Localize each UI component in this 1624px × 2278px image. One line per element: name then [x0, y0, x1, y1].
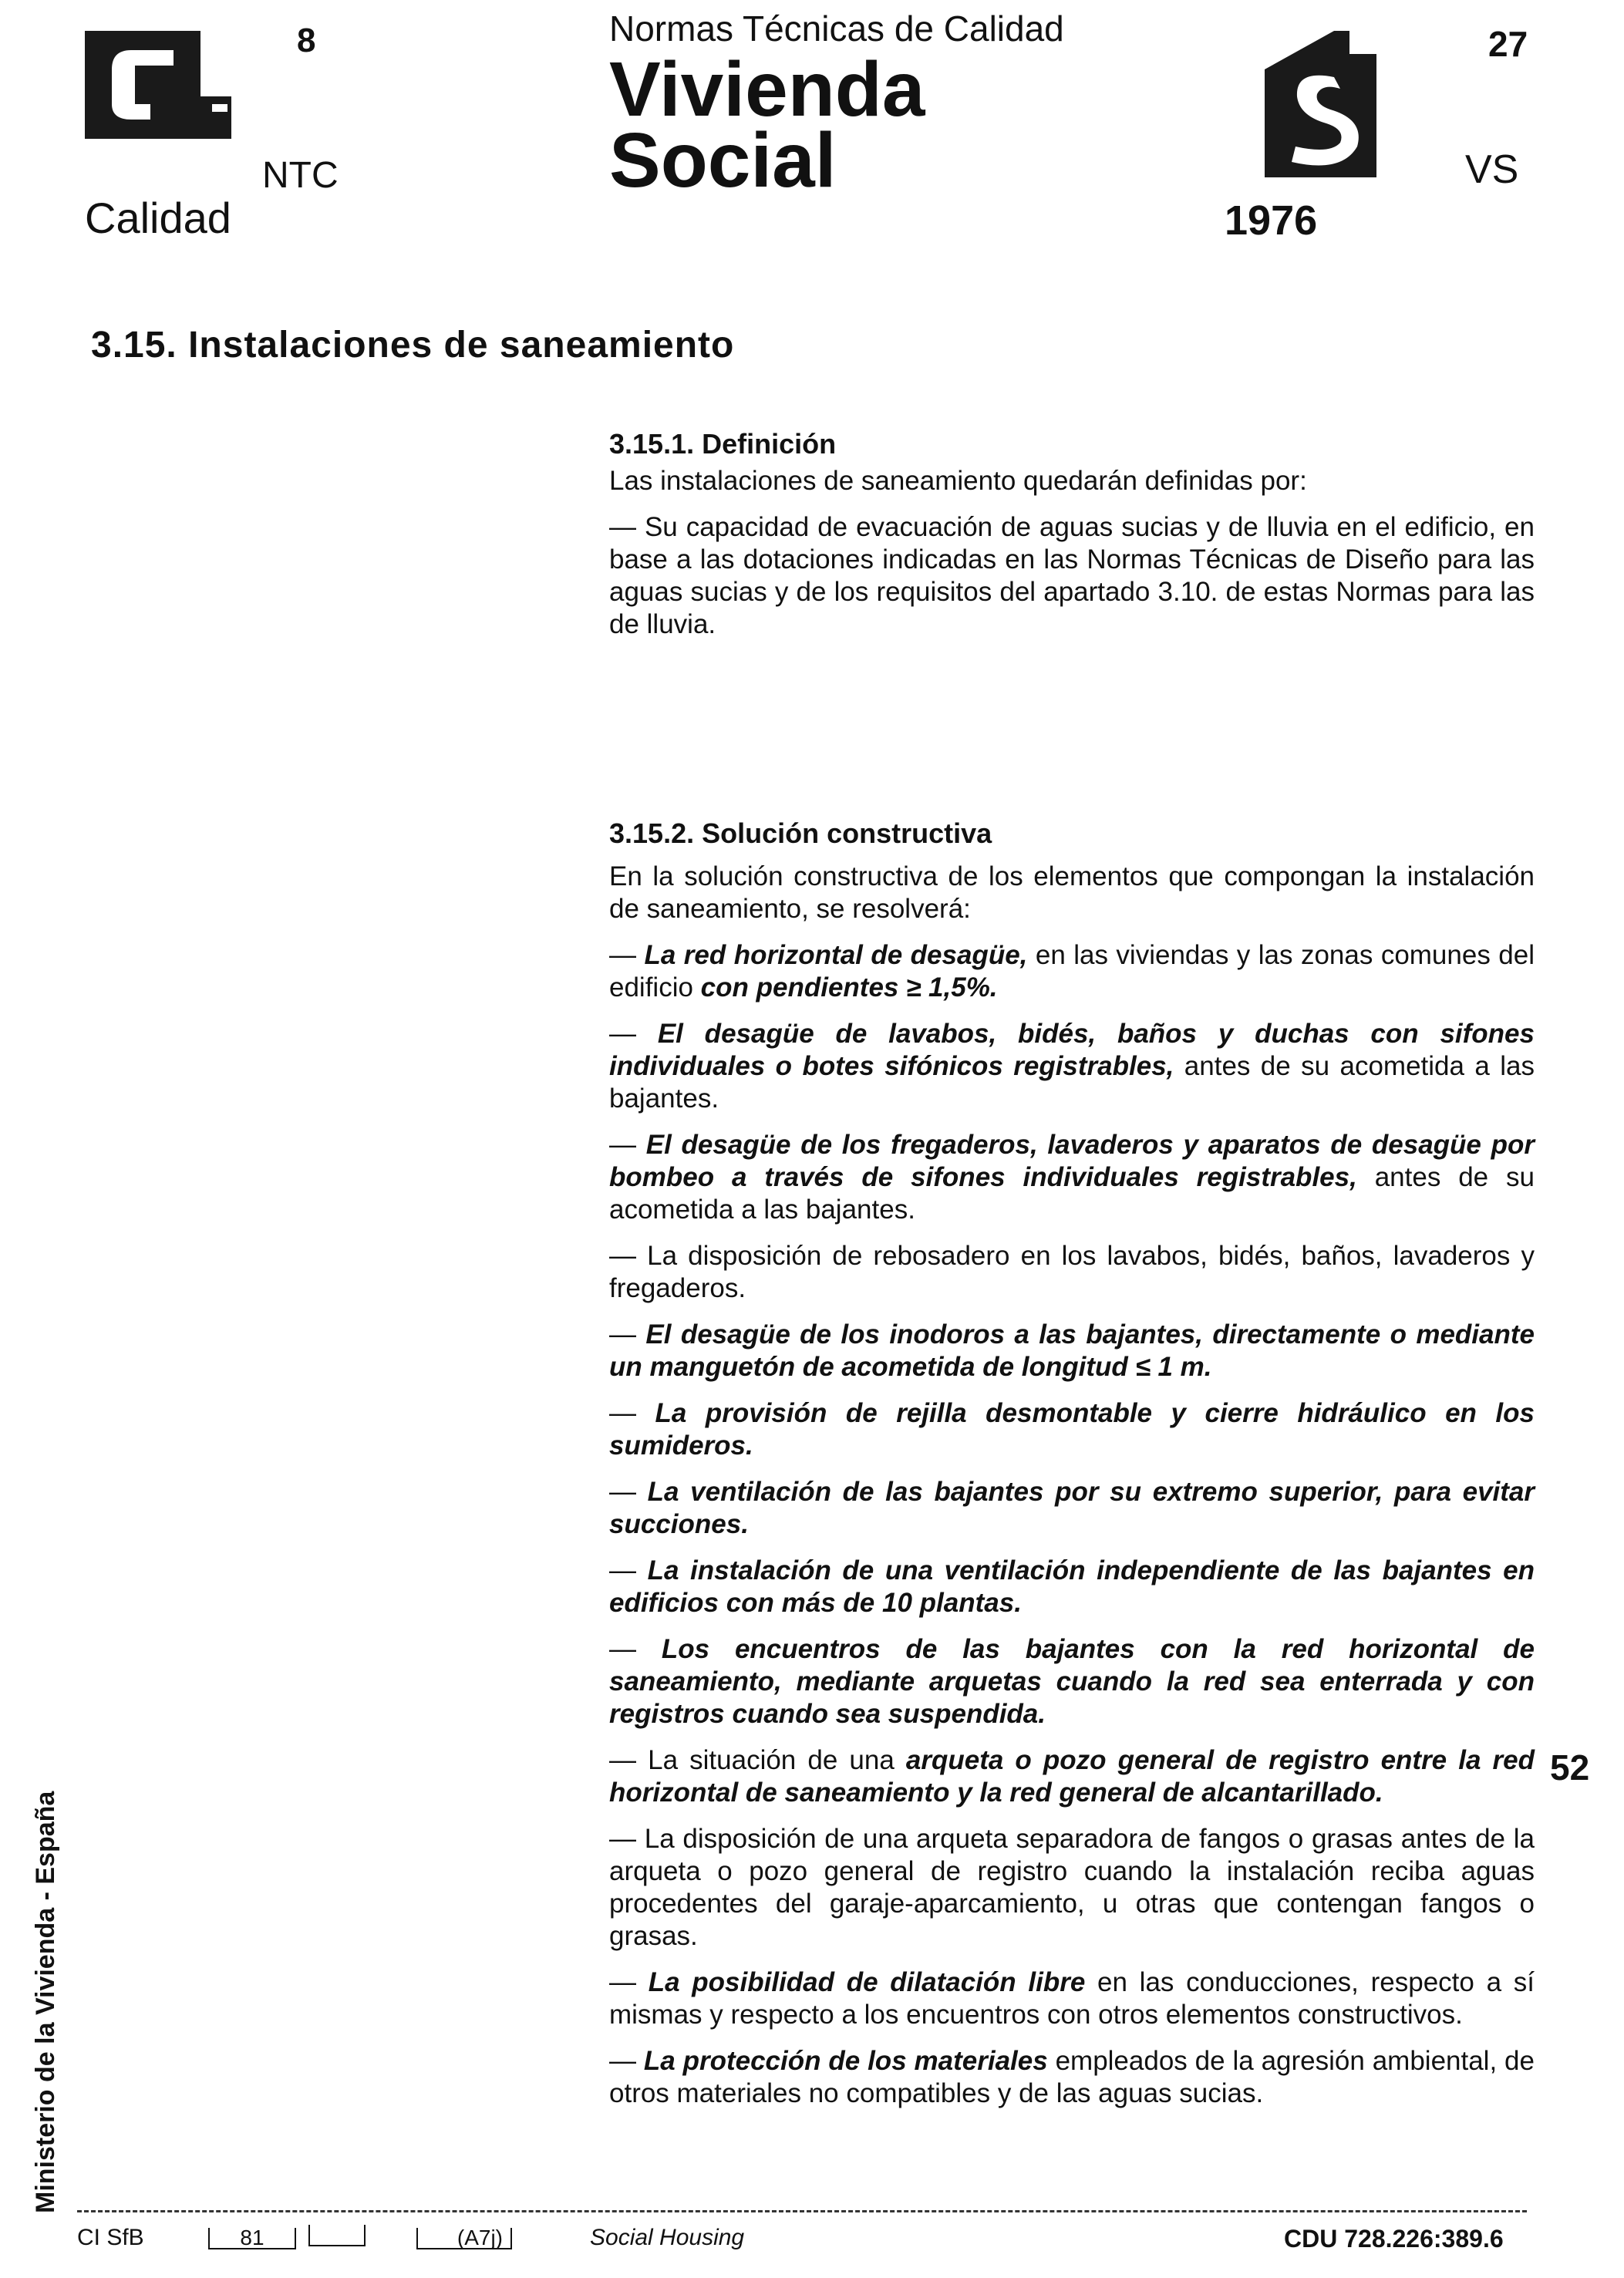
logo-right-number: 27 [1488, 24, 1528, 64]
definicion-heading: 3.15.1. Definición [609, 428, 837, 460]
solucion-item [609, 1966, 1535, 2031]
page-number: 52 [1550, 1747, 1590, 1788]
solucion-item-plain: La disposición de rebosadero en los lavabos, bidés, baños, lavaderos y fregaderos. [609, 1241, 1535, 1303]
solucion-item-plain: empleados de la agresión ambiental, de otros materiales no compatibles y de las aguas sucias. [609, 2046, 1535, 2108]
solucion-item [609, 1319, 1535, 1383]
footer-social-housing: Social Housing [590, 2225, 745, 2250]
solucion-item-dash: — [609, 1555, 648, 1586]
solucion-item-bold: La posibilidad de dilatación libre [648, 1967, 1086, 1997]
solucion-intro: En la solución constructiva de los elementos que compongan la instalación de saneamiento, se resolverá: [609, 861, 1535, 924]
logo-left-ntc: NTC [262, 155, 339, 196]
solucion-item-bold2: con pendientes ≥ 1,5%. [700, 972, 998, 1003]
footer-cdu: CDU 728.226:389.6 [1284, 2225, 1504, 2253]
solucion-item-dash: — [609, 1319, 646, 1350]
footer-box-2 [308, 2225, 366, 2253]
solucion-item-dash: — [609, 940, 645, 970]
solucion-item-plain: antes de su acometida a las bajantes. [609, 1051, 1535, 1114]
solucion-item-dash: — [609, 1019, 658, 1049]
solucion-item-plain: en las conducciones, respecto a sí mismas y respecto a los encuentros con otros elementos constructivos. [609, 1967, 1535, 2030]
solucion-item-bold: El desagüe de lavabos, bidés, baños y duchas con sifones individuales o botes sifónicos registrables, [609, 1019, 1535, 1081]
solucion-item-dash: — [609, 1967, 649, 1997]
solucion-item [609, 2045, 1535, 2110]
solucion-item [609, 1018, 1535, 1115]
solucion-item-plain: La situación de una [648, 1745, 906, 1775]
footer-rule [77, 2210, 1527, 2212]
solucion-item-dash: — [609, 1634, 662, 1664]
solucion-item [609, 1744, 1535, 1809]
logo-left-number: 8 [297, 22, 316, 59]
definicion-item: — Su capacidad de evacuación de aguas sucias y de lluvia en el edificio, en base a las dotaciones indicadas en las Normas Técnicas de Diseño para las aguas sucias y de los requisitos del apartado 3.10. de estas Normas para las de lluvia. [609, 512, 1535, 639]
footer-box-3 [416, 2225, 512, 2251]
solucion-item-bold: La red horizontal de desagüe, [644, 940, 1028, 970]
vs-logo [1249, 23, 1434, 177]
ci-logo-icon [85, 23, 262, 177]
header-title-line2: Social [609, 117, 837, 204]
definicion-intro: Las instalaciones de saneamiento quedarán definidas por: [609, 466, 1307, 496]
solucion-item-dash: — [609, 1477, 648, 1507]
solucion-heading: 3.15.2. Solución constructiva [609, 817, 992, 849]
solucion-block [609, 817, 1535, 2124]
footer-box-3-label: (A7j) [416, 2228, 512, 2249]
solucion-item-bold: La instalación de una ventilación independiente de las bajantes en edificios con más de 10 plantas. [609, 1555, 1535, 1618]
solucion-list [609, 939, 1535, 2110]
solucion-item-plain: La disposición de una arqueta separadora de fangos o grasas antes de la arqueta o pozo general de registro cuando la instalación reciba aguas procedentes del garaje-aparcamiento, u otras que contengan fangos o grasas. [609, 1824, 1535, 1951]
solucion-item-dash: — [609, 1241, 648, 1271]
solucion-item [609, 1129, 1535, 1226]
solucion-item-bold: Los encuentros de las bajantes con la red horizontal de saneamiento, mediante arquetas cuando la red sea enterrada y con registros cuando sea suspendida. [609, 1634, 1535, 1729]
logo-right-vs: VS [1465, 147, 1519, 192]
header-year: 1976 [1225, 197, 1318, 244]
solucion-item-plain: antes de su acometida a las bajantes. [609, 1162, 1535, 1225]
solucion-item-bold: La protección de los materiales [643, 2046, 1048, 2076]
footer-box-1-label: 81 [208, 2228, 296, 2249]
header-subtitle: Normas Técnicas de Calidad [609, 8, 1064, 49]
solucion-item-dash: — [609, 1130, 646, 1160]
solucion-item-dash: — [609, 1745, 649, 1775]
header-title-line1: Vivienda [609, 46, 925, 133]
solucion-item-dash: — [609, 1824, 645, 1854]
solucion-item-dash: — [609, 2046, 644, 2076]
solucion-item [609, 1240, 1535, 1305]
footer-box-2-label [308, 2225, 366, 2246]
solucion-item-bold: La ventilación de las bajantes por su extremo superior, para evitar succiones. [609, 1477, 1535, 1539]
solucion-item-plain: en las viviendas y las zonas comunes del edificio [609, 940, 1535, 1003]
footer-cisfb: CI SfB [77, 2225, 144, 2250]
solucion-item [609, 1823, 1535, 1953]
sidebar-ministerio: Ministerio de la Vivienda - España [31, 1791, 60, 2213]
solucion-item-bold: El desagüe de los inodoros a las bajantes, directamente o mediante un manguetón de acometida de longitud ≤ 1 m. [609, 1319, 1535, 1382]
solucion-item [609, 1633, 1535, 1730]
definicion-block [609, 428, 1535, 655]
solucion-item [609, 1476, 1535, 1541]
solucion-item-bold: El desagüe de los fregaderos, lavaderos y aparatos de desagüe por bombeo a través de sifones individuales registrables, [609, 1130, 1535, 1192]
solucion-item [609, 939, 1535, 1004]
section-title: 3.15. Instalaciones de saneamiento [91, 325, 735, 366]
ci-logo [85, 23, 262, 177]
solucion-item [609, 1397, 1535, 1462]
solucion-item [609, 1555, 1535, 1619]
solucion-item-bold2: arqueta o pozo general de registro entre la red horizontal de saneamiento y la red general de alcantarillado. [609, 1745, 1535, 1808]
vs-logo-icon [1249, 23, 1434, 177]
solucion-item-dash: — [609, 1398, 655, 1428]
solucion-item-bold: La provisión de rejilla desmontable y cierre hidráulico en los sumideros. [609, 1398, 1535, 1461]
logo-left-calidad: Calidad [85, 194, 231, 242]
footer-box-1 [208, 2225, 296, 2251]
